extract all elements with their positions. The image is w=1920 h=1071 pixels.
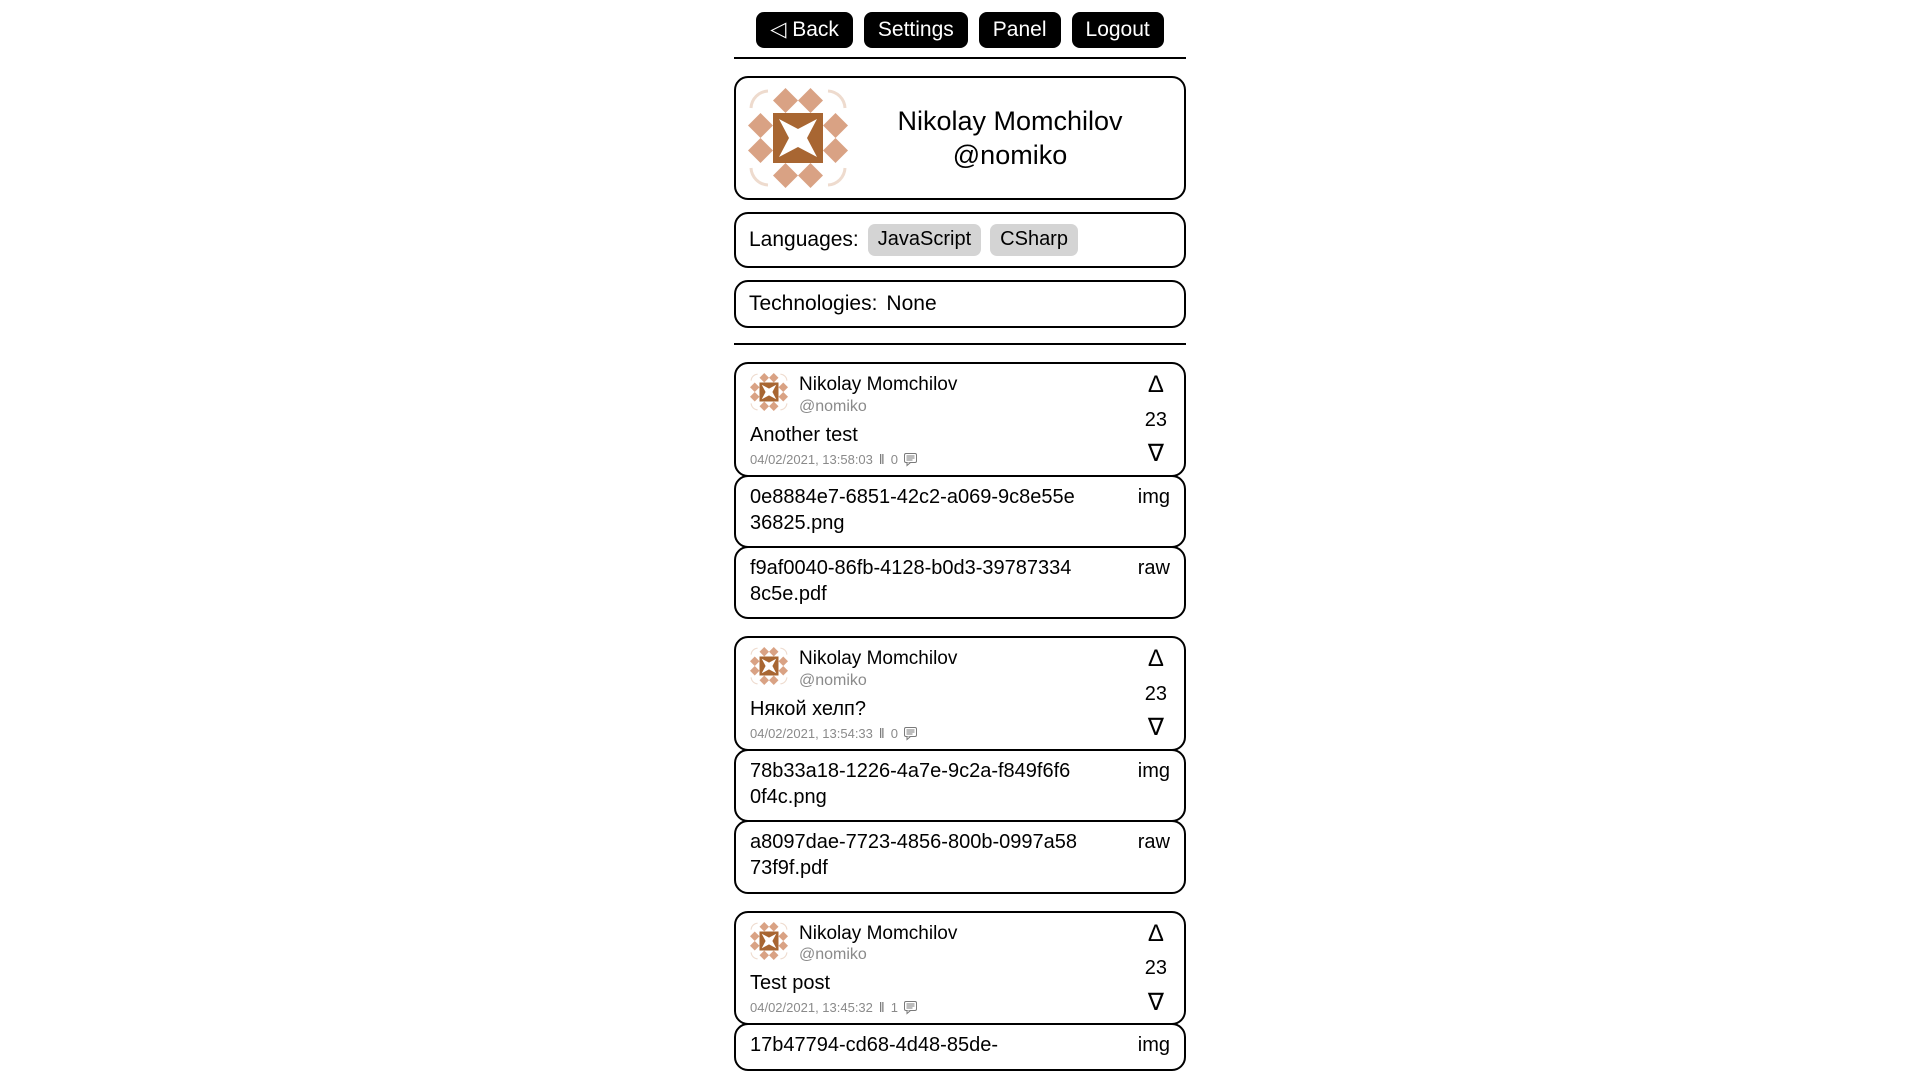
post-card xyxy=(734,636,1186,893)
languages-card xyxy=(734,212,1186,268)
attachment-filename: 0e8884e7-6851-42c2-a069-9c8e55e36825.png xyxy=(750,486,1075,534)
technologies-value: None xyxy=(886,292,937,316)
post-header[interactable] xyxy=(734,636,1186,751)
downvote-button[interactable]: ∇ xyxy=(1147,988,1164,1016)
post-author-name: Nikolay Momchilov xyxy=(799,648,958,670)
profile-names xyxy=(848,104,1172,173)
post-author-block xyxy=(799,647,957,691)
comments-icon xyxy=(904,1001,917,1014)
post-author-handle: @nomiko xyxy=(799,398,867,416)
downvote-button[interactable]: ∇ xyxy=(1147,714,1164,742)
post-author-block xyxy=(799,922,957,966)
profile-card xyxy=(734,76,1186,200)
post-card xyxy=(734,362,1186,619)
post-card xyxy=(734,911,1186,1071)
meta-separator: ‖ xyxy=(878,999,885,1016)
vote-count: 23 xyxy=(1144,682,1167,705)
attachment-row[interactable] xyxy=(734,820,1186,893)
vote-count: 23 xyxy=(1144,957,1167,980)
post-header[interactable] xyxy=(734,362,1186,477)
post-author-row xyxy=(750,919,1170,966)
post-author-row xyxy=(750,647,1170,691)
post-author-name: Nikolay Momchilov xyxy=(799,374,958,396)
content-column xyxy=(734,0,1186,1071)
toolbar xyxy=(734,12,1186,48)
post-author-row xyxy=(750,373,1170,417)
post-title: Някой хелп? xyxy=(750,698,866,721)
vote-column xyxy=(1145,373,1167,466)
post-author-handle: @nomiko xyxy=(799,946,867,964)
attachment-type: img xyxy=(1137,1034,1170,1057)
post-header[interactable] xyxy=(734,911,1186,1026)
post-avatar-identicon xyxy=(750,647,788,685)
attachment-row[interactable] xyxy=(734,546,1186,619)
attachment-row[interactable] xyxy=(734,749,1186,822)
post-avatar-identicon xyxy=(750,922,788,960)
post-comment-count: 1 xyxy=(890,999,898,1015)
attachment-type: img xyxy=(1137,760,1170,783)
post-meta xyxy=(750,451,1170,467)
post-timestamp: 04/02/2021, 13:54:33 xyxy=(750,725,873,741)
attachment-filename: 78b33a18-1226-4a7e-9c2a-f849f6f60f4c.png xyxy=(750,760,1071,808)
attachment-filename: f9af0040-86fb-4128-b0d3-397873348c5e.pdf xyxy=(750,557,1072,605)
vote-column xyxy=(1144,919,1167,1016)
post-comment-count: 0 xyxy=(890,451,898,467)
post-meta xyxy=(750,999,1170,1015)
post-meta xyxy=(750,725,1170,741)
profile-name: Nikolay Momchilov xyxy=(897,105,1123,136)
attachment-type: raw xyxy=(1137,557,1170,580)
downvote-button[interactable]: ∇ xyxy=(1147,440,1164,468)
upvote-button[interactable]: Δ xyxy=(1147,919,1164,947)
attachment-row[interactable] xyxy=(734,1023,1186,1071)
logout-button[interactable]: Logout xyxy=(1072,12,1164,48)
panel-button[interactable]: Panel xyxy=(979,12,1061,48)
back-button[interactable]: ◁ Back xyxy=(756,12,853,48)
technologies-card xyxy=(734,280,1186,328)
post-author-block xyxy=(799,373,957,417)
settings-button[interactable]: Settings xyxy=(864,12,968,48)
attachment-type: img xyxy=(1137,486,1170,509)
meta-separator: ‖ xyxy=(878,725,885,742)
divider xyxy=(734,343,1186,345)
profile-handle: @nomiko xyxy=(952,140,1068,171)
vote-column xyxy=(1145,647,1167,740)
profile-avatar-identicon xyxy=(748,88,848,188)
meta-separator: ‖ xyxy=(878,451,885,468)
post-author-name: Nikolay Momchilov xyxy=(799,922,958,944)
attachment-row[interactable] xyxy=(734,475,1186,548)
attachment-filename: 17b47794-cd68-4d48-85de- xyxy=(750,1034,998,1057)
attachment-type: raw xyxy=(1137,831,1170,854)
post-author-handle: @nomiko xyxy=(799,672,867,690)
attachment-filename: a8097dae-7723-4856-800b-0997a5873f9f.pdf xyxy=(750,831,1077,879)
post-timestamp: 04/02/2021, 13:58:03 xyxy=(750,451,873,467)
post-comment-count: 0 xyxy=(890,725,898,741)
language-badge-csharp: CSharp xyxy=(990,224,1078,256)
upvote-button[interactable]: Δ xyxy=(1147,645,1164,673)
language-badge-javascript: JavaScript xyxy=(868,224,981,256)
languages-label: Languages: xyxy=(749,228,859,252)
post-timestamp: 04/02/2021, 13:45:32 xyxy=(750,999,873,1015)
post-avatar-identicon xyxy=(750,373,788,411)
post-title: Another test xyxy=(750,424,858,447)
comments-icon xyxy=(904,453,917,466)
vote-count: 23 xyxy=(1144,408,1167,431)
post-title: Test post xyxy=(750,972,831,995)
divider xyxy=(734,57,1186,59)
comments-icon xyxy=(904,727,917,740)
upvote-button[interactable]: Δ xyxy=(1147,371,1164,399)
technologies-label: Technologies: xyxy=(749,292,878,316)
